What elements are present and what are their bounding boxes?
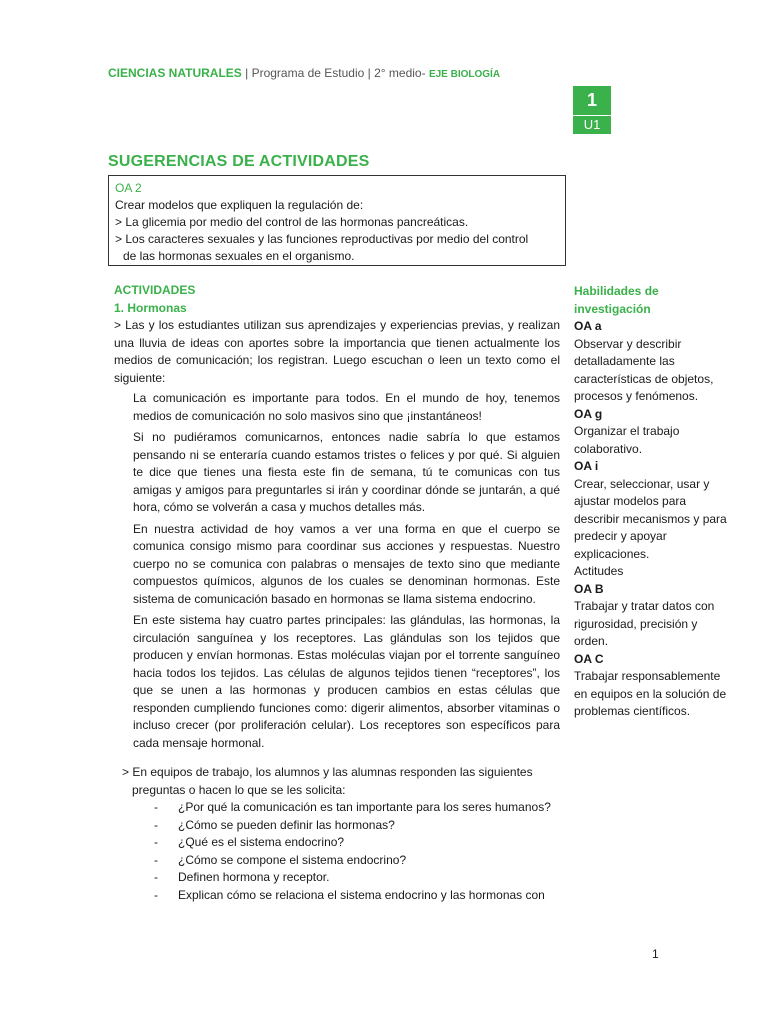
skill-text: Observar y describir detalladamente las características de objetos, procesos y fenómenos. — [574, 336, 714, 403]
team-activity — [122, 764, 560, 904]
skills-sidebar — [574, 283, 734, 721]
list-item: - Definen hormona y receptor. — [152, 869, 560, 887]
list-item: - ¿Por qué la comunicación es tan importante para los seres humanos? — [152, 799, 560, 817]
team-intro-continuation: preguntas o hacen lo que se les solicita: — [132, 782, 346, 797]
skill-code: OA a — [574, 319, 602, 333]
unit-badge — [573, 86, 611, 134]
objective-code: OA 2 — [115, 181, 142, 195]
attitude-code: OA C — [574, 651, 604, 666]
objective-box — [108, 175, 566, 266]
skill-text: Organizar el trabajo colaborativo. — [574, 424, 680, 456]
sidebar-title: Habilidades de — [574, 284, 659, 298]
reading-paragraph: La comunicación es importante para todos. En el mundo de hoy, tenemos medios de comunicación no solo masivos sino que ¡instantáneos! — [133, 391, 560, 423]
header-axis: EJE BIOLOGÍA — [428, 69, 501, 80]
activities-column — [114, 282, 560, 904]
reading-paragraph: Si no pudiéramos comunicarnos, entonces nadie sabría lo que estamos pensando ni se enteraría cuando estamos tristes o felices y por qué. Si alguien te dice que tienes una fiesta este fin de semana, tú te comunicas con tus amigas y amigos para preguntarles si irán y coordinar dónde se juntarán, a qué hora, cómo se volverán a casa y muchos detalles más. — [133, 430, 560, 514]
attitude-text: Trabajar y tratar datos con rigurosidad, precisión y orden. — [574, 599, 715, 648]
list-item: - ¿Cómo se pueden definir las hormonas? — [152, 817, 560, 835]
objective-line: > La glicemia por medio del control de las hormonas pancreáticas. — [115, 215, 469, 229]
attitude-code: OA B — [574, 581, 604, 596]
page-number: 1 — [652, 947, 659, 961]
objective-line: de las hormonas sexuales en el organismo. — [123, 249, 355, 263]
skill-text: Crear, seleccionar, usar y ajustar modelos para describir mecanismos y para predecir y apoyar explicaciones. — [574, 476, 727, 561]
section-title: SUGERENCIAS DE ACTIVIDADES — [108, 153, 370, 170]
objective-line: > Los caracteres sexuales y las funciones reproductivas por medio del control — [115, 232, 529, 246]
header-subject: CIENCIAS NATURALES — [108, 66, 242, 80]
skill-code: OA g — [574, 406, 603, 421]
activity-intro: > Las y los estudiantes utilizan sus aprendizajes y experiencias previas, y realizan una lluvia de ideas con aportes sobre la importancia que tienen actualmente los medios de comunicación; los registran. Luego escuchan o leen un texto como el siguiente: — [114, 318, 560, 385]
header-separator: | — [241, 66, 252, 80]
reading-text — [133, 390, 560, 752]
header-separator: | — [364, 66, 375, 80]
unit-badge-label: U1 — [573, 116, 611, 134]
list-item: - ¿Cómo se compone el sistema endocrino? — [152, 852, 560, 870]
list-item: - Explican cómo se relaciona el sistema endocrino y las hormonas con — [152, 887, 560, 905]
header-program: Programa de Estudio — [251, 66, 365, 80]
objective-line: Crear modelos que expliquen la regulación de: — [115, 198, 364, 212]
skill-code: OA i — [574, 459, 599, 473]
activity-subtitle: 1. Hormonas — [114, 300, 187, 315]
reading-paragraph: En nuestra actividad de hoy vamos a ver una forma en que el cuerpo se comunica consigo mismo para coordinar sus acciones y respuestas. Nuestro cuerpo no se comunica con palabras o mensajes de texto sino que mediante compuestos químicos, algunos de los cuales se denominan hormonas. Este sistema de comunicación basado en hormonas se llama sistema endocrino. — [133, 521, 560, 606]
attitudes-label: Actitudes — [574, 564, 624, 578]
activities-title: ACTIVIDADES — [114, 283, 196, 297]
list-item: - ¿Qué es el sistema endocrino? — [152, 834, 560, 852]
sidebar-title: investigación — [574, 301, 651, 316]
header-level: 2° medio- — [374, 66, 429, 80]
attitude-text: Trabajar responsablemente en equipos en la solución de problemas científicos. — [574, 669, 727, 718]
reading-paragraph: En este sistema hay cuatro partes principales: las glándulas, las hormonas, la circulación sanguínea y los receptores. Las glándulas son los tejidos que producen y envían hormonas. Estas moléculas viajan por el torrente sanguíneo hacia todos los tejidos. Las células de algunos tejidos tienen “receptores”, los que se unen a las hormonas y producen cambios en estas células que responden cumpliendo funciones como: digerir alimentos, absorber vitaminas o incluso crecer (por proliferación celular). Los receptores son específicos para cada mensaje hormonal. — [133, 613, 560, 750]
question-list — [122, 799, 560, 904]
running-header — [108, 66, 500, 80]
unit-badge-number: 1 — [573, 86, 611, 115]
team-intro: > En equipos de trabajo, los alumnos y las alumnas responden las siguientes — [122, 765, 533, 779]
